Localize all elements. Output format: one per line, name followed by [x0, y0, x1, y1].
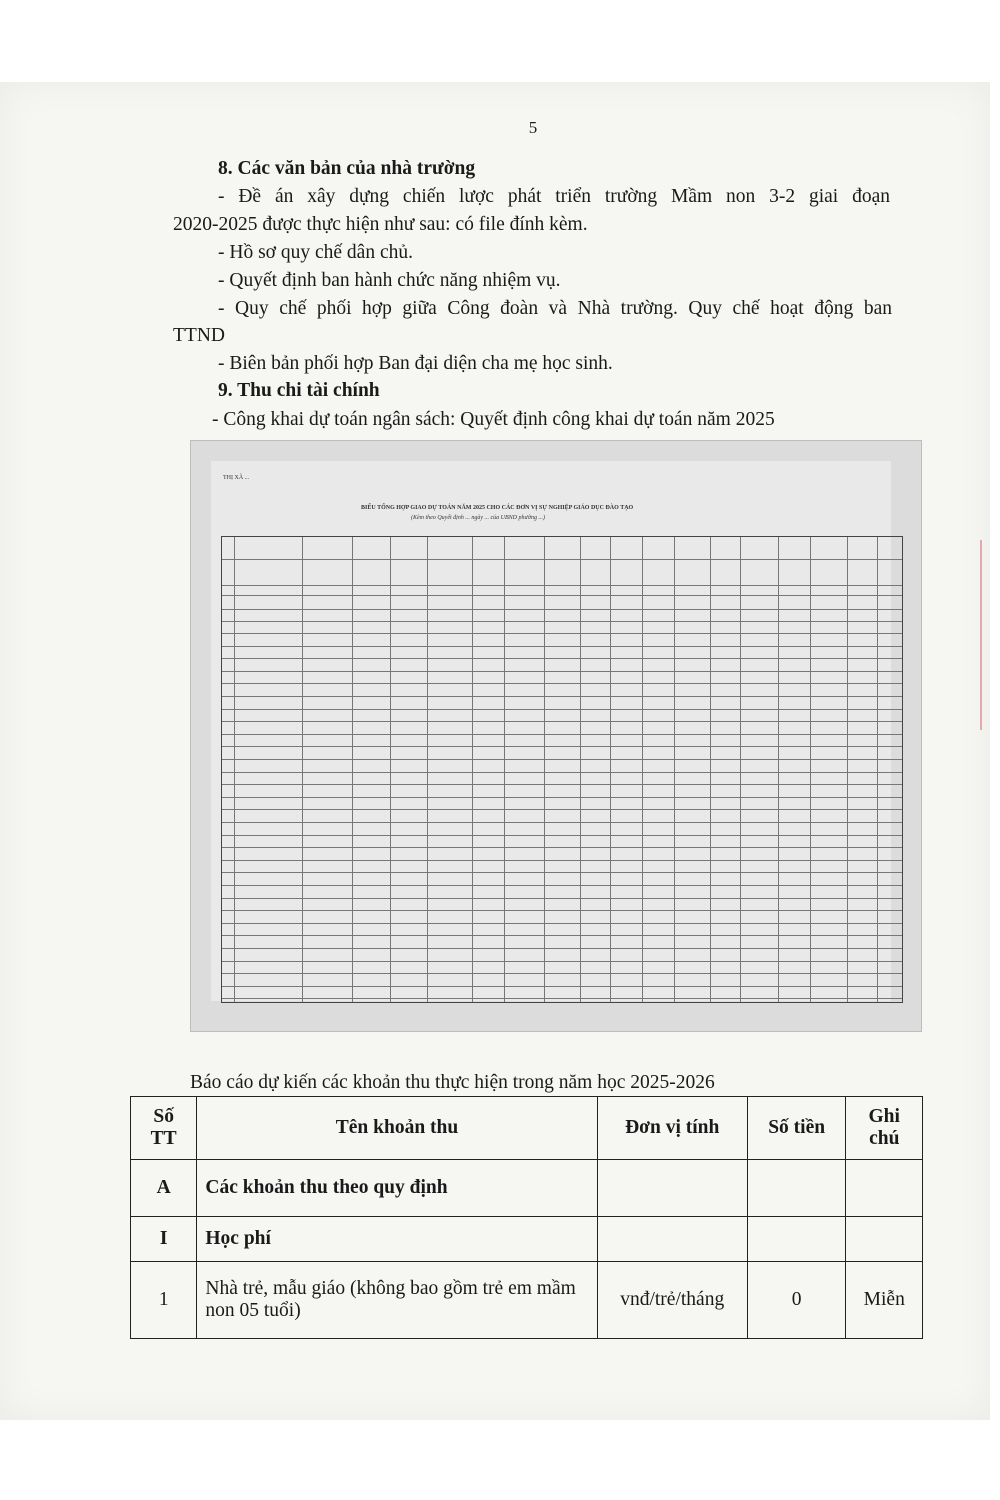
grid-line	[222, 872, 902, 873]
grid-column	[778, 537, 779, 1002]
grid-line	[222, 709, 902, 710]
grid-line	[222, 961, 902, 962]
section-8-item-1-line-1: - Đề án xây dựng chiến lược phát triển trường Mầm non 3-2 giai đoạn	[218, 186, 890, 207]
grid-column	[302, 537, 303, 1002]
grid-line	[222, 772, 902, 773]
grid-column	[390, 537, 391, 1002]
grid-line	[222, 658, 902, 659]
grid-column	[674, 537, 675, 1002]
grid-line	[222, 847, 902, 848]
row-amount: 0	[747, 1262, 846, 1339]
row-name: Các khoản thu theo quy định	[197, 1160, 597, 1217]
grid-line	[222, 721, 902, 722]
row-unit	[597, 1217, 747, 1262]
grid-column	[544, 537, 545, 1002]
grid-line	[222, 935, 902, 936]
photo-header-left: THỊ XÃ ...	[223, 475, 250, 481]
grid-line	[222, 898, 902, 899]
grid-column	[810, 537, 811, 1002]
row-unit	[597, 1160, 747, 1217]
section-8-item-4-line-1: - Quy chế phối hợp giữa Công đoàn và Nhà trường. Quy chế hoạt động ban	[218, 298, 892, 319]
grid-column	[740, 537, 741, 1002]
row-note	[846, 1217, 923, 1262]
grid-line	[222, 633, 902, 634]
grid-column	[427, 537, 428, 1002]
row-amount	[747, 1217, 846, 1262]
grid-line	[222, 885, 902, 886]
grid-line	[222, 948, 902, 949]
header-amount: Số tiền	[747, 1097, 846, 1160]
photo-subtitle: (Kèm theo Quyết định ... ngày ... của UBND phường ...)	[411, 515, 545, 521]
grid-line	[222, 998, 902, 999]
section-8-item-3: - Quyết định ban hành chức năng nhiệm vụ.	[218, 270, 561, 291]
header-name: Tên khoản thu	[197, 1097, 597, 1160]
grid-line	[222, 746, 902, 747]
section-8-item-5: - Biên bản phối hợp Ban đại diện cha mẹ học sinh.	[218, 353, 613, 374]
page-number: 5	[528, 118, 538, 137]
row-name: Học phí	[197, 1217, 597, 1262]
section-8-item-1-line-2: 2020-2025 được thực hiện như sau: có file đính kèm.	[173, 214, 588, 235]
grid-column	[352, 537, 353, 1002]
section-9-item-1: - Công khai dự toán ngân sách: Quyết định công khai dự toán năm 2025	[212, 409, 775, 430]
grid-column	[580, 537, 581, 1002]
grid-column	[877, 537, 878, 1002]
grid-line	[222, 759, 902, 760]
grid-column	[504, 537, 505, 1002]
budget-table-photo	[190, 440, 922, 1032]
grid-line	[222, 671, 902, 672]
row-no: I	[131, 1217, 197, 1262]
row-no: A	[131, 1160, 197, 1217]
grid-line	[222, 860, 902, 861]
budget-table-grid	[221, 536, 903, 1003]
row-unit: vnđ/trẻ/tháng	[597, 1262, 747, 1339]
grid-column	[610, 537, 611, 1002]
grid-line	[222, 734, 902, 735]
photo-title: BIỂU TỔNG HỢP GIAO DỰ TOÁN NĂM 2025 CHO CÁC ĐƠN VỊ SỰ NGHIỆP GIÁO DỤC ĐÀO TẠO	[361, 505, 634, 511]
row-note	[846, 1160, 923, 1217]
table-row	[131, 1262, 923, 1339]
grid-line	[222, 621, 902, 622]
grid-line	[222, 646, 902, 647]
grid-line	[222, 822, 902, 823]
row-note: Miễn	[846, 1262, 923, 1339]
fee-table-caption: Báo cáo dự kiến các khoản thu thực hiện trong năm học 2025-2026	[190, 1072, 715, 1093]
grid-line	[222, 809, 902, 810]
grid-line	[222, 986, 902, 987]
grid-line	[222, 585, 902, 586]
grid-line	[222, 595, 902, 596]
row-name: Nhà trẻ, mẫu giáo (không bao gồm trẻ em mầm non 05 tuổi)	[197, 1262, 597, 1339]
grid-column	[642, 537, 643, 1002]
section-8-heading: 8. Các văn bản của nhà trường	[218, 158, 476, 179]
section-8-item-4-line-2: TTND	[173, 325, 225, 346]
grid-line	[222, 784, 902, 785]
header-unit: Đơn vị tính	[597, 1097, 747, 1160]
header-no: Số TT	[131, 1097, 197, 1160]
fee-table-header-row	[131, 1097, 923, 1160]
grid-column	[234, 537, 235, 1002]
header-note: Ghi chú	[846, 1097, 923, 1160]
section-9-heading: 9. Thu chi tài chính	[218, 380, 380, 401]
grid-line	[222, 797, 902, 798]
table-row	[131, 1217, 923, 1262]
fee-table	[130, 1096, 923, 1339]
grid-line	[222, 835, 902, 836]
budget-table-paper	[211, 461, 891, 1001]
red-stamp-edge	[980, 540, 1000, 730]
grid-line	[222, 609, 902, 610]
grid-line	[222, 973, 902, 974]
row-no: 1	[131, 1262, 197, 1339]
grid-column	[847, 537, 848, 1002]
grid-line	[222, 923, 902, 924]
section-8-item-2: - Hồ sơ quy chế dân chủ.	[218, 242, 413, 263]
grid-line	[222, 696, 902, 697]
table-row	[131, 1160, 923, 1217]
grid-line	[222, 559, 902, 560]
grid-line	[222, 683, 902, 684]
row-amount	[747, 1160, 846, 1217]
grid-line	[222, 910, 902, 911]
grid-column	[472, 537, 473, 1002]
grid-column	[710, 537, 711, 1002]
